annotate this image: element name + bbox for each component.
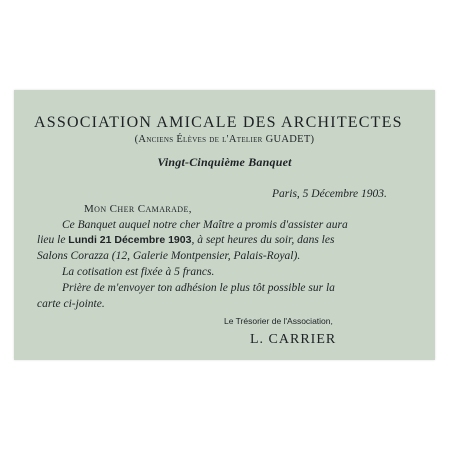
- invitation-card: [14, 90, 435, 360]
- event-title: Vingt-Cinquième Banquet: [157, 155, 292, 169]
- body-line-2: [37, 234, 334, 246]
- association-subheading: (Anciens Élèves de l'Atelier GUADET): [134, 134, 315, 145]
- body-line-4: La cotisation est fixée à 5 francs.: [62, 266, 215, 278]
- salutation: Mon Cher Camarade,: [84, 203, 192, 215]
- body-line-2-start: lieu le: [37, 234, 69, 246]
- treasurer-label: Le Trésorier de l'Association,: [224, 316, 333, 326]
- signature: L. CARRIER: [250, 332, 337, 347]
- body-line-3: Salons Corazza (12, Galerie Montpensier, Palais-Royal).: [37, 250, 301, 262]
- association-heading: ASSOCIATION AMICALE DES ARCHITECTES: [34, 114, 403, 131]
- body-line-1: Ce Banquet auquel notre cher Maître a promis d'assister aura: [62, 219, 348, 231]
- body-line-5: Prière de m'envoyer ton adhésion le plus tôt possible sur la: [62, 282, 335, 294]
- date-line: Paris, 5 Décembre 1903.: [272, 188, 387, 200]
- event-date: Lundi 21 Décembre 1903: [68, 234, 192, 246]
- body-line-6: carte ci-jointe.: [37, 298, 105, 310]
- body-line-2-end: , à sept heures du soir, dans les: [191, 234, 335, 246]
